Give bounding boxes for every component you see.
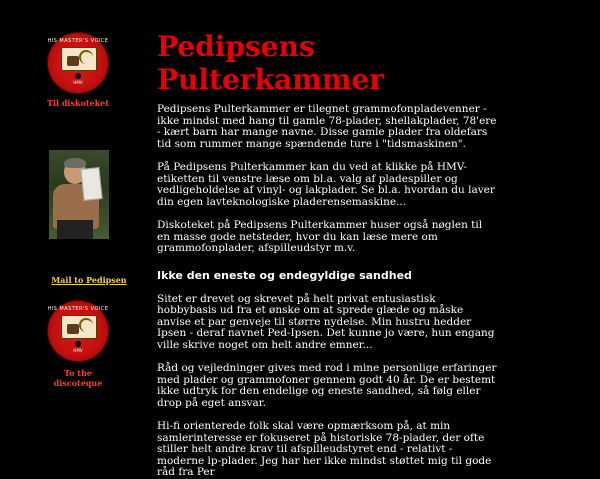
page-title <box>157 30 497 96</box>
hmv-paragraph: På Pedipsens Pulterkammer kan du ved at klikke på HMV-etiketten til venstre læse om bl.a. valg af pladespiller og vedligeholdelse af vinyl- og lakplader. Se bl.a. hvordan du laver din egen lavteknologiske pladerensemaskine... <box>157 161 495 208</box>
hmv-label-icon-bottom[interactable] <box>47 300 109 362</box>
record-spindle-hole <box>75 73 81 79</box>
advice-paragraph: Råd og vejledninger gives med rod i mine personlige erfaringer med plader og grammofoner gennem godt 40 år. De er bestemt ikke udtryk for den endelige og eneste sandhed, så følg eller drop på eget ansvar. <box>157 362 497 409</box>
sidebar <box>0 0 155 450</box>
mail-link[interactable]: Mail to Pedipsen <box>51 275 127 285</box>
hobby-paragraph: Sitet er drevet og skrevet på helt privat entusiastisk hobbybasis ud fra et ønske om at sprede glæde og måske anvise et par genveje til større nydelse. Min hustru hedder Ipsen - deraf navnet Ped-Ipsen. Det kunne jo være, hun engang ville skrive noget om helt andre emner... <box>157 292 495 351</box>
record-spindle-hole-bottom <box>75 341 81 347</box>
to-discoteque-line2: discoteque <box>53 378 103 388</box>
section-heading: Ikke den eneste og endegyldige sandhed <box>157 268 412 282</box>
badge-mark-text: HMV <box>73 80 83 85</box>
to-discoteque-line1: To the <box>64 368 92 378</box>
nipper-dog-icon-bottom <box>61 315 97 339</box>
discotheque-paragraph: Diskoteket på Pedipsens Pulterkammer huser også nøglen til en masse gode netsteder, hvor du kan læse mere om grammofonplader, afspilleudstyr m.v. <box>157 219 483 254</box>
page-title-line1: Pedipsens <box>157 30 315 63</box>
badge-mark-text-bottom: HMV <box>73 348 83 353</box>
badge-arc-text-bottom: HIS MASTER'S VOICE <box>47 306 109 312</box>
nipper-dog-icon <box>61 47 97 71</box>
intro-paragraph: Pedipsens Pulterkammer er tilegnet grammofonpladevenner - ikke mindst med hang til gamle 78-plader, shellakplader, 78'ere - kært barn har mange navne. Disse gamle plader fra oldefars tid som rummer mange spændende ture i "tidsmaskinen". <box>157 103 497 150</box>
to-discoteque-link[interactable] <box>40 368 116 388</box>
author-photo <box>49 150 109 239</box>
to-discotheque-link[interactable]: Til diskoteket <box>47 98 109 108</box>
badge-arc-text: HIS MASTER'S VOICE <box>47 38 109 44</box>
hmv-label-icon[interactable] <box>47 32 109 94</box>
hifi-paragraph: Hi-fi orienterede folk skal være opmærksom på, at min samlerinteresse er fokuseret på historiske 78-plader, der ofte stiller helt andre krav til afspilleudstyret end - relativt - moderne lp-plader. Jeg har her ikke mindst støttet mig til gode råd fra Per <box>157 420 492 478</box>
main-content <box>157 30 497 479</box>
page-title-line2: Pulterkammer <box>157 63 384 96</box>
